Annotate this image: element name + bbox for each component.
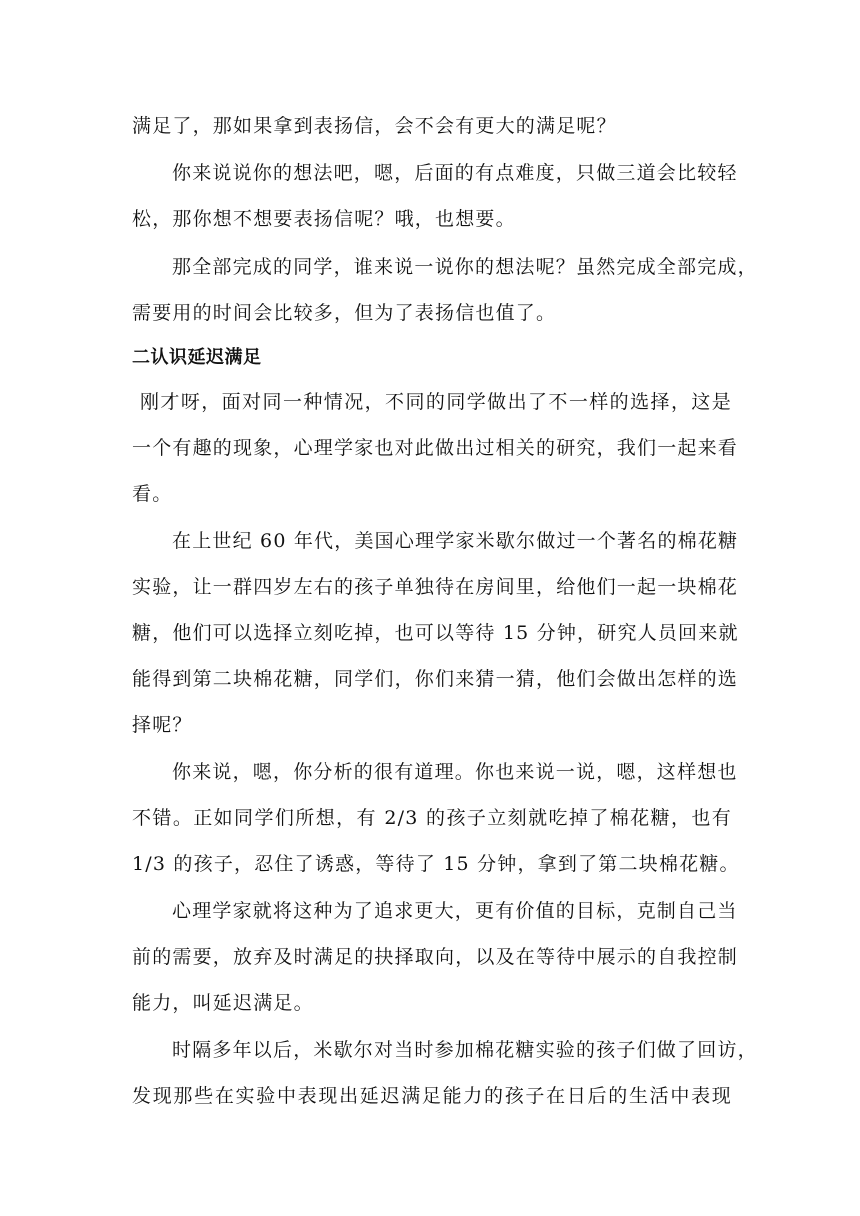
- text-line: 你来说说你的想法吧，嗯，后面的有点难度，只做三道会比较轻: [172, 162, 738, 184]
- text-line: 看。: [132, 483, 173, 505]
- text-line: 择呢？: [132, 714, 193, 736]
- text-line: 在上世纪 60 年代，美国心理学家米歇尔做过一个著名的棉花糖: [172, 530, 739, 552]
- text-line: 一个有趣的现象，心理学家也对此做出过相关的研究，我们一起来看: [132, 437, 739, 459]
- text-line: 那全部完成的同学，谁来说一说你的想法呢？虽然完成全部完成，: [172, 256, 758, 278]
- text-line: 1/3 的孩子，忍住了诱惑，等待了 15 分钟，拿到了第二块棉花糖。: [132, 853, 740, 875]
- text-line: 你来说，嗯，你分析的很有道理。你也来说一说，嗯，这样想也: [172, 761, 738, 783]
- text-line: 时隔多年以后，米歇尔对当时参加棉花糖实验的孩子们做了回访，: [172, 1039, 758, 1061]
- text-line: 发现那些在实验中表现出延迟满足能力的孩子在日后的生活中表现: [132, 1085, 732, 1107]
- text-line: 松，那你想不想要表扬信呢？哦，也想要。: [132, 208, 516, 230]
- section-heading: 二认识延迟满足: [132, 347, 262, 368]
- text-line: 不错。正如同学们所想，有 2/3 的孩子立刻就吃掉了棉花糖，也有: [132, 807, 732, 829]
- text-line: 糖，他们可以选择立刻吃掉，也可以等待 15 分钟，研究人员回来就: [132, 622, 739, 644]
- text-line: 实验，让一群四岁左右的孩子单独待在房间里，给他们一起一块棉花: [132, 576, 739, 598]
- text-line: 心理学家就将这种为了追求更大，更有价值的目标，克制自己当: [172, 900, 738, 922]
- text-line: 能得到第二块棉花糖，同学们，你们来猜一猜，他们会做出怎样的选: [132, 668, 739, 690]
- text-line: 刚才呀，面对同一种情况，不同的同学做出了不一样的选择，这是: [140, 391, 732, 413]
- text-line: 满足了，那如果拿到表扬信，会不会有更大的满足呢？: [132, 115, 617, 137]
- text-line: 需要用的时间会比较多，但为了表扬信也值了。: [132, 302, 557, 324]
- text-line: 能力，叫延迟满足。: [132, 992, 314, 1014]
- text-line: 前的需要，放弃及时满足的抉择取向，以及在等待中展示的自我控制: [132, 946, 739, 968]
